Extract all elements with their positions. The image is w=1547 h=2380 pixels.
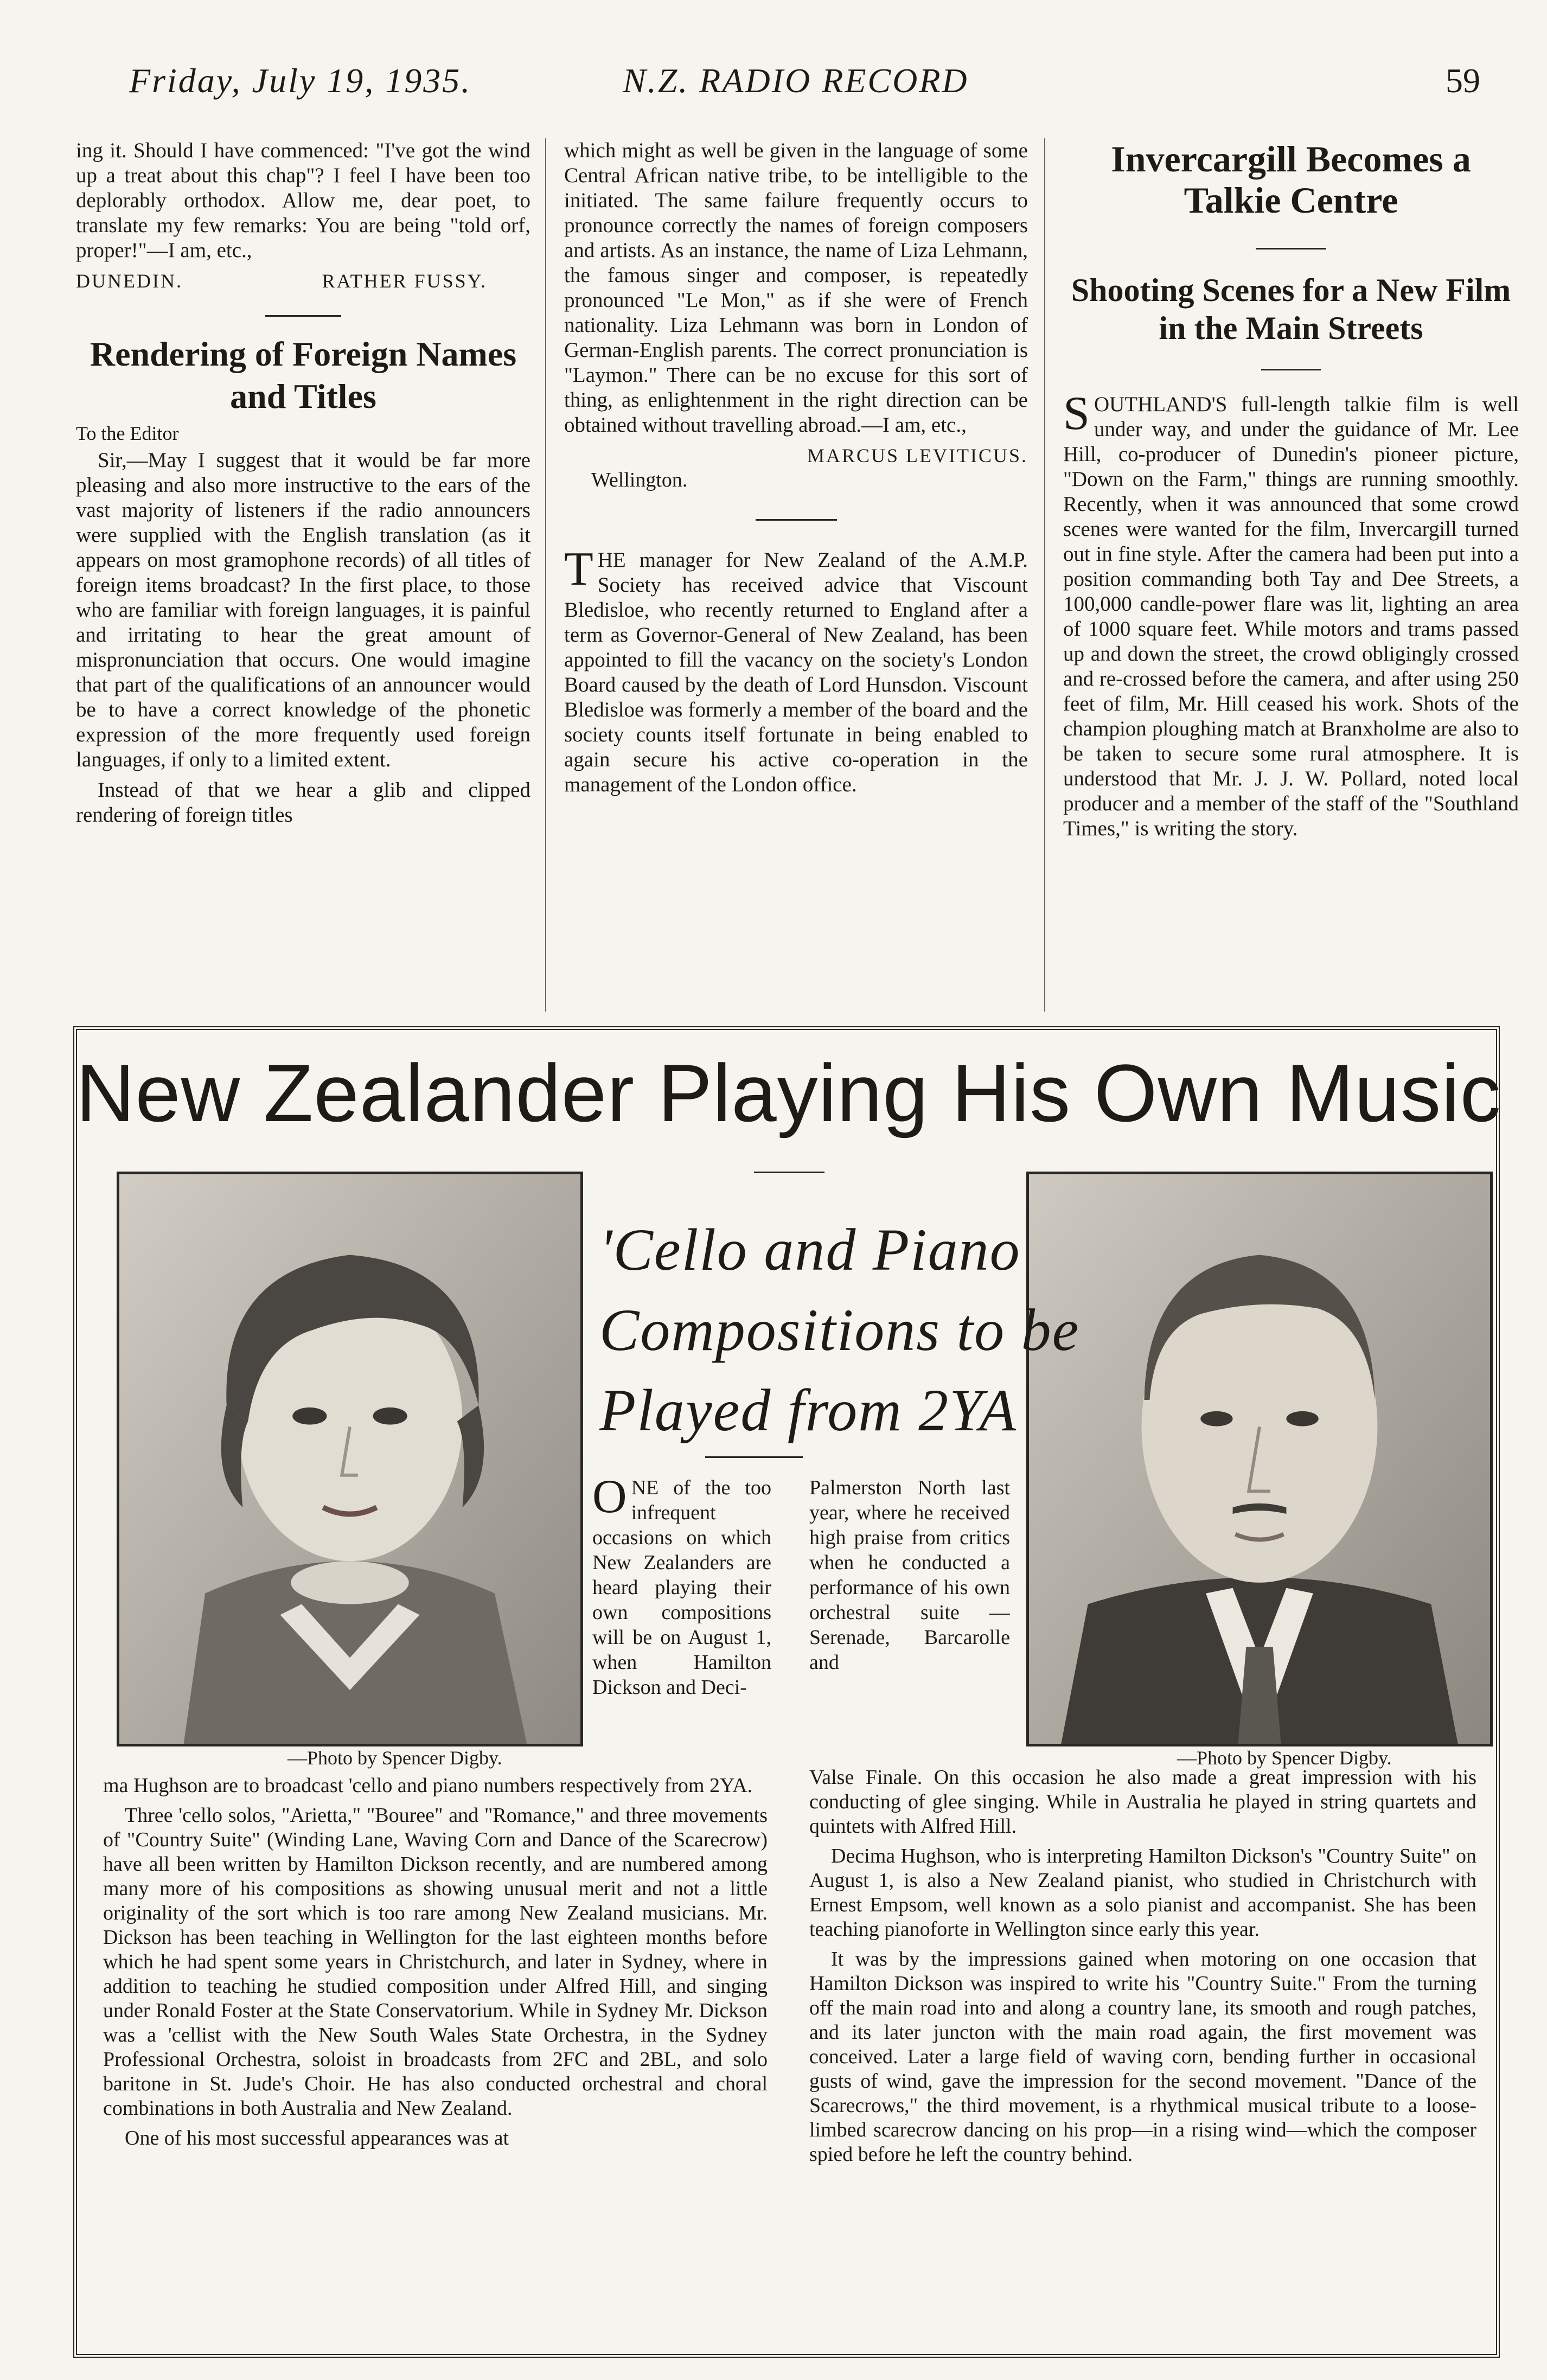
feature-intro-col1: NE of the too infrequent occasions on which New Zealanders are heard playing their own compositions will be on August 1, when Hamilton Dickson and Deci- (592, 1476, 771, 1699)
feature-subheadline-line-2: Compositions to be (599, 1297, 1080, 1363)
foreign-names-place: Wellington. (591, 469, 688, 491)
invercargill-subheadline: Shooting Scenes for a New Film in the Main Streets (1071, 272, 1511, 346)
foreign-names-continuation: which might as well be given in the language of some Central African native tribe, to be intelligible to the initiated. The same failure frequently occurs to pronounce correctly the names of foreign composers and artists. As an instance, the name of Liza Lehmann, the famous singer and composer, is repeatedly pronounced "Le Mon," as if she were of French nationality. Liza Lehmann was born in London of German-English parents. The correct pronunciation is "Laymon." There can be no excuse for this sort of thing, as enlightenment in the right direction can be obtained without travelling abroad.—I am, etc., (564, 139, 1028, 437)
letter-tail-place: DUNEDIN. (76, 270, 183, 292)
feature-body-paragraph: Three 'cello solos, "Arietta," "Bouree" and "Romance," and three movements of "Country Suite" (Winding Lane, Waving Corn and Dance of the Scarecrow) have all been written by Hamilton Dickson recently, and are numbered among many more of his compositions as showing unusual merit and not a little originality of the sort which is too rare among New Zealand musicians. Mr. Dickson has been teaching in Wellington for the last eighteen months before which he had spent some years in Christchurch, and later in Sydney, where in addition to teaching he studied composition under Alfred Hill, and singing under Ronald Foster at the State Conservatorium. While in Sydney Mr. Dickson was a 'cellist with the New South Wales State Orchestra, in the Sydney Professional Orchestra, soloist in broadcasts from 2FC and 2BL, and solo baritone in St. Jude's Choir. He has also conducted orchestral and choral combinations in both Australia and New Zealand. (103, 1804, 768, 2120)
foreign-names-signature: MARCUS LEVITICUS. (807, 445, 1028, 466)
invercargill-body: OUTHLAND'S full-length talkie film is well under way, and under the guidance of Mr. Lee Hill, co-producer of Dunedin's pioneer picture, "Down on the Farm," things are running smoothly. Recently, when it was announced that some crowd scenes were wanted for the film, Invercargill turned out in fine style. After the camera had been put into a position commanding both Tay and Dee Streets, a 100,000 candle-power flare was lit, lighting an area of 1000 square feet. While motors and trams passed up and down the street, the crowd obligingly crossed and re-crossed before the camera, and after using 250 feet of film, Mr. Hill ceased his work. Shots of the champion ploughing match at Branxholme are also to be taken to secure some rural atmosphere. It is understood that Mr. J. J. W. Pollard, noted local producer and a member of the staff of the "Southland Times," is writing the story. (1063, 393, 1519, 840)
portrait-photo-man (1026, 1172, 1493, 1746)
feature-intro-col2: Palmerston North last year, where he received high praise from critics when he conducted a performance of his own orchestral suite — Serenade, Barcarolle and (809, 1476, 1010, 1674)
section-divider (265, 315, 341, 317)
photo-credit-left: —Photo by Spencer Digby. (287, 1747, 502, 1769)
feature-subheadline-line-1: 'Cello and Piano (599, 1217, 1021, 1283)
letter-tail-signature: RATHER FUSSY. (322, 270, 487, 292)
column-1 (76, 138, 530, 1017)
page-number: 59 (1446, 61, 1480, 100)
feature-right-column (809, 1765, 1476, 2340)
photo-credit-right: —Photo by Spencer Digby. (1177, 1747, 1392, 1769)
foreign-names-paragraph: Sir,—May I suggest that it would be far more pleasing and also more instructive to the ears of the vast majority of listeners if the radio announcers were supplied with the English translation (as it appears on most gramophone records) of all titles of foreign items broadcast? In the first place, to those who are familiar with foreign languages, it is painful and irritating to hear the great amount of mispronunciation that occurs. One would imagine that part of the qualifications of an announcer would be to have a correct knowledge of the phonetic expression of the more frequently used foreign languages, if only to a limited extent. (76, 449, 530, 771)
publication-title: N.Z. RADIO RECORD (623, 61, 969, 100)
feature-headline: New Zealander Playing His Own Music (76, 1047, 1501, 1138)
amp-body: HE manager for New Zealand of the A.M.P. Society has received advice that Viscount Bledisloe, who recently returned to England after a term as Governor-General of New Zealand, has been appointed to fill the vacancy on the society's London Board caused by the death of Lord Hunsdon. Viscount Bledisloe was formerly a member of the board and the society counts itself fortunate in being enabled to again secure his active co-operation in the management of the London office. (564, 548, 1028, 796)
section-divider (705, 1456, 803, 1458)
feature-body-paragraph: It was by the impressions gained when motoring on one occasion that Hamilton Dickson was inspired to write his "Country Suite." From the turning off the main road into and along a country lane, its smooth and rough patches, and its later juncton with the main road again, the first movement was conceived. Later a large field of waving corn, bending further in occasional gusts of wind, gave the impression for the second movement. "Dance of the Scarecrows," the third movement, is a rhythmical musical tribute to a loose-limbed scarecrow dancing on his prop—in a rising wind—which the composer spied before he left the country behind. (809, 1948, 1476, 2166)
feature-body-paragraph: One of his most successful appearances was at (125, 2127, 509, 2149)
amp-item-text (564, 543, 1028, 797)
feature-right-lead: Valse Finale. On this occasion he also made a great impression with his conducting of glee singing. While in Australia he played in string quartets and quintets with Alfred Hill. (809, 1766, 1476, 1838)
man-portrait-icon (1029, 1174, 1490, 1744)
section-divider (1261, 369, 1321, 370)
amp-drop-cap: T (564, 543, 593, 596)
column-rule (545, 138, 546, 1012)
issue-date: Friday, July 19, 1935. (129, 61, 472, 100)
column-rule (1044, 138, 1045, 1012)
feature-body-paragraph: Decima Hughson, who is interpreting Hamilton Dickson's "Country Suite" on August 1, is also a New Zealand pianist, who studied in Christchurch with Ernest Empsom, well known as a solo pianist and accompanist. She has been teaching pianoforte in Wellington since early this year. (809, 1845, 1476, 1941)
woman-portrait-icon (119, 1174, 580, 1744)
feature-subheadline-line-3: Played from 2YA (599, 1377, 1017, 1443)
invercargill-text (1063, 387, 1519, 841)
feature-intro-tail: ma Hughson are to broadcast 'cello and piano numbers respectively from 2YA. (103, 1774, 753, 1797)
feature-intro-column-1 (592, 1475, 771, 1768)
invercargill-headline: Invercargill Becomes a Talkie Centre (1111, 138, 1471, 221)
foreign-names-headline: Rendering of Foreign Names and Titles (90, 335, 517, 415)
section-divider (756, 519, 837, 521)
letter-addressee: To the Editor (76, 423, 179, 444)
invercargill-drop-cap: S (1063, 387, 1090, 440)
foreign-names-paragraph: Instead of that we hear a glib and clipped rendering of foreign titles (76, 778, 530, 827)
feature-drop-cap: O (592, 1475, 627, 1523)
section-divider (1256, 248, 1326, 249)
section-divider (754, 1172, 824, 1173)
column-2 (564, 138, 1028, 1017)
letter-tail-text: ing it. Should I have commenced: "I've got the wind up a treat about this chap"? I feel I have been too deplorably orthodox. Allow me, dear poet, to translate my few remarks: You are being "told orf, proper!"—I am, etc., (76, 139, 530, 262)
feature-intro-text (592, 1475, 771, 1700)
letter-tail-signoff (76, 268, 530, 293)
feature-left-column (103, 1774, 768, 2338)
portrait-photo-woman (117, 1172, 583, 1746)
column-3 (1063, 138, 1519, 1017)
feature-intro-column-2 (809, 1475, 1010, 1768)
